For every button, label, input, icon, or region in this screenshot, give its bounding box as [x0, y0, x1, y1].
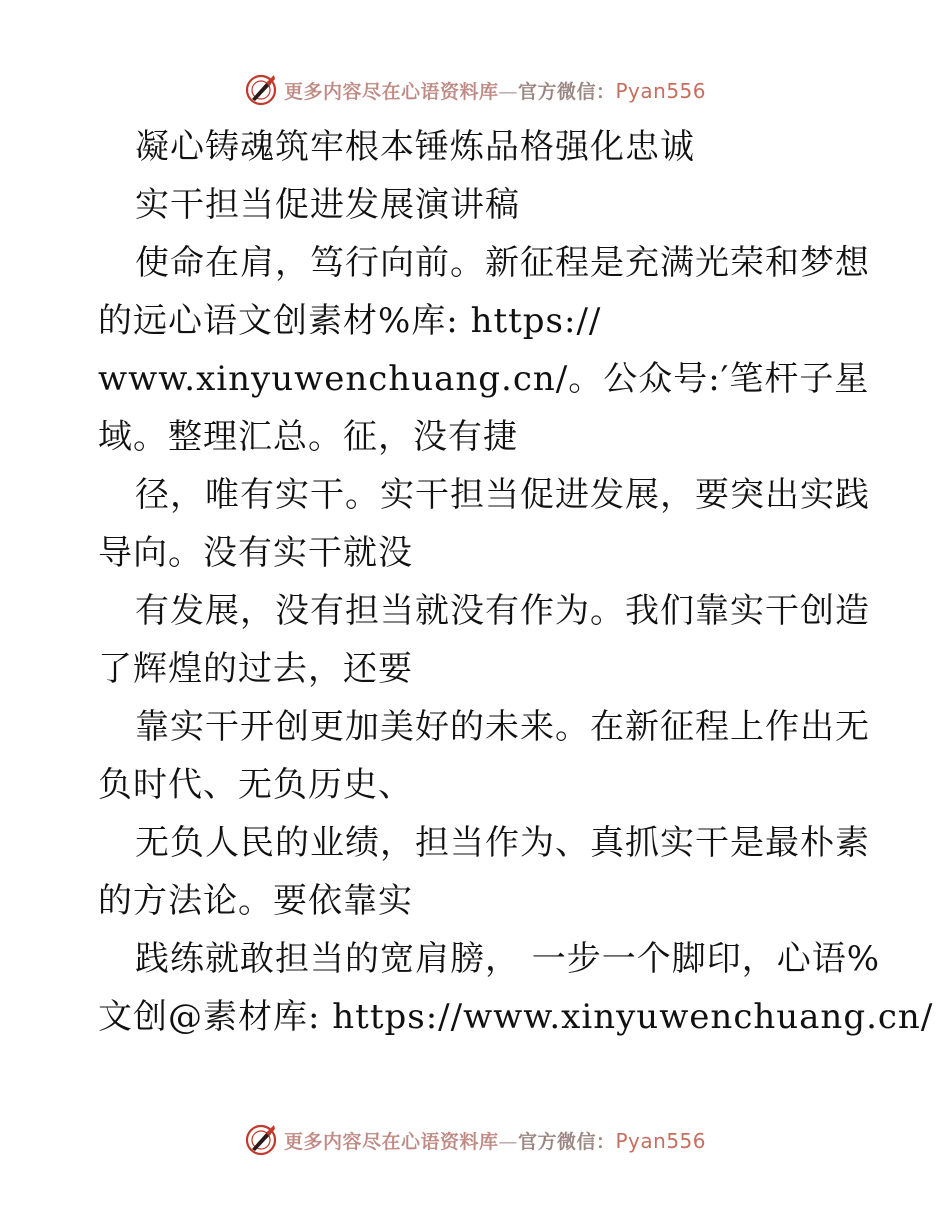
text-line: 域。整理汇总。征，没有捷: [98, 417, 518, 457]
text-line: www.xinyuwenchuang.cn/。公众号:′笔杆子星: [98, 359, 870, 399]
banner-wechat-id: Pyan556: [615, 78, 707, 103]
text-line: 文创@素材库: https://www.xinyuwenchuang.cn/: [98, 997, 934, 1037]
document-body: [98, 118, 934, 1046]
text-line: 无负人民的业绩，担当作为、真抓实干是最朴素: [135, 823, 870, 863]
text-line: 的远心语文创素材%库: https://: [98, 301, 602, 341]
banner-separator: —: [498, 1130, 518, 1153]
text-line: 践练就敢担当的宽肩膀， 一步一个脚印，心语%: [135, 939, 881, 979]
text-line: 负时代、无负历史、: [98, 765, 413, 805]
quill-pen-logo-icon: [244, 1123, 278, 1157]
quill-pen-logo-icon: [244, 73, 278, 107]
banner-separator: —: [498, 80, 518, 103]
banner-wechat-label: 官方微信：: [517, 1130, 616, 1153]
text-line: 径，唯有实干。实干担当促进发展，要突出实践: [135, 475, 870, 515]
banner-text: [284, 1127, 706, 1154]
text-line: 凝心铸魂筑牢根本锤炼品格强化忠诚: [135, 127, 695, 167]
text-line: 的方法论。要依靠实: [98, 881, 413, 921]
text-line: 了辉煌的过去，还要: [98, 649, 413, 689]
text-line: 导向。没有实干就没: [98, 533, 413, 573]
text-line: 实干担当促进发展演讲稿: [135, 185, 520, 225]
footer-banner: [0, 1120, 950, 1160]
text-line: 有发展，没有担当就没有作为。我们靠实干创造: [135, 591, 870, 631]
header-banner: [0, 70, 950, 110]
banner-title: 更多内容尽在心语资料库: [283, 1130, 499, 1153]
text-line: 使命在肩，笃行向前。新征程是充满光荣和梦想: [135, 243, 870, 283]
banner-title: 更多内容尽在心语资料库: [283, 80, 499, 103]
banner-wechat-label: 官方微信：: [517, 80, 616, 103]
text-line: 靠实干开创更加美好的未来。在新征程上作出无: [135, 707, 870, 747]
banner-text: [284, 77, 706, 104]
banner-wechat-id: Pyan556: [615, 1128, 707, 1153]
